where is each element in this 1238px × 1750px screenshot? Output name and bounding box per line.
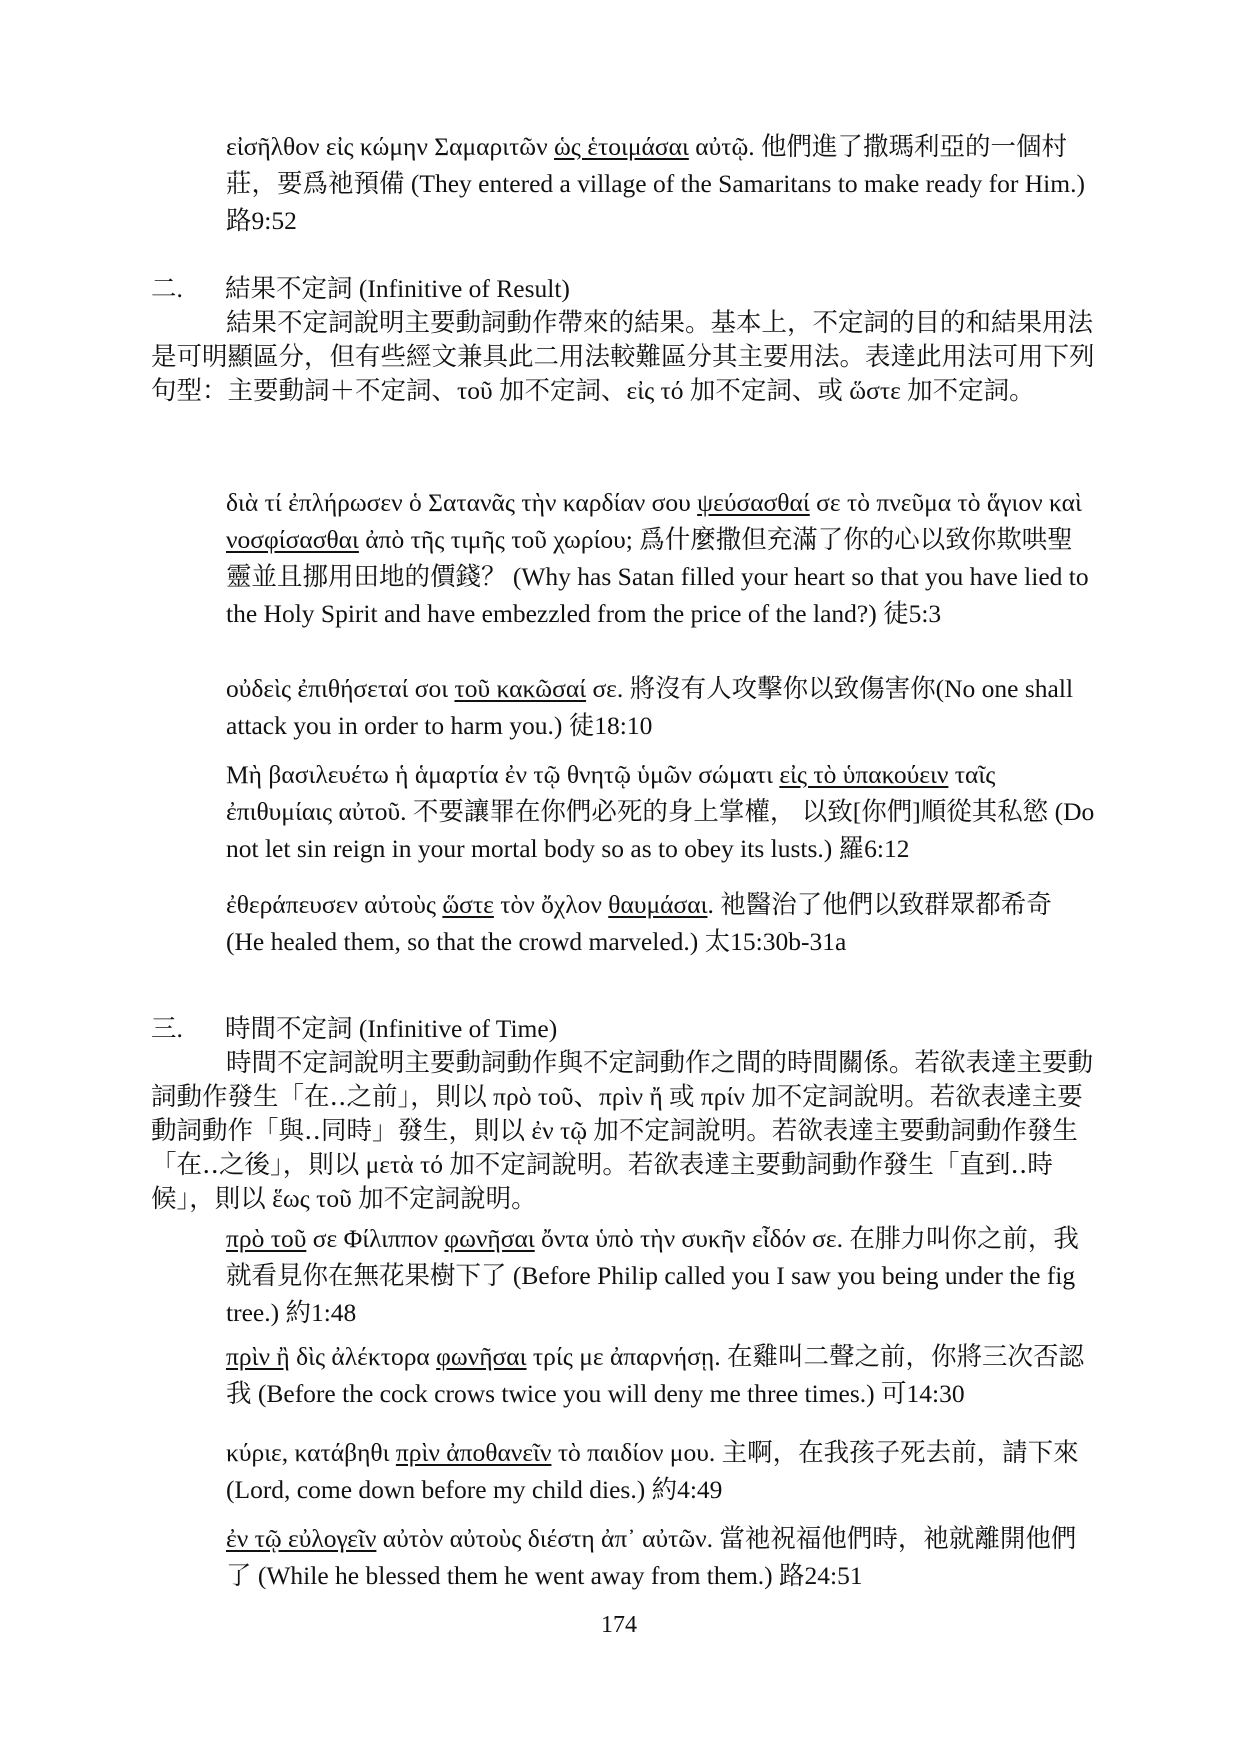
example-text: διὰ τί ἐπλήρωσεν ὁ Σατανᾶς τὴν καρδίαν σου [226,488,698,517]
example-mark-14-30 [226,1338,1096,1412]
example-acts-5-3 [226,484,1096,632]
example-text: ὄντα ὑπὸ τὴν συκῆν εἶδόν σε. 在腓力叫你之前，我就看見你在無花果樹下了 (Before Philip called you I saw you being under the fig tree.) 約1:48 [226,1224,1079,1327]
example-john-1-48 [226,1220,1096,1331]
section-title: 時間不定詞 (Infinitive of Time) [225,1014,558,1043]
underlined-infinitive: φωνῆσαι [444,1224,535,1253]
example-text: δὶς ἀλέκτορα [289,1342,437,1371]
section-heading-result [151,272,570,306]
underlined-infinitive: τοῦ κακῶσαί [454,674,587,703]
example-text: σε Φίλιππον [306,1224,445,1253]
example-text: σε. 將沒有人攻擊你以致傷害你(No one shall attack you in order to harm you.) 徒18:10 [226,674,1074,740]
underlined-infinitive: πρὶν ἀποθανεῖν [395,1438,552,1467]
example-text: ἀπὸ τῆς τιμῆς τοῦ χωρίου; 爲什麼撒但充滿了你的心以致你欺哄聖靈並且挪用田地的價錢？ (Why has Satan filled your heart so that you have lied to the Holy Spirit and have embezzled from the price of the land?) 徒5:3 [226,525,1089,628]
example-john-4-49 [226,1434,1096,1508]
example-text: αὐτῷ. 他們進了撒瑪利亞的一個村莊，要爲祂預備 (They entered a village of the Samaritans to make ready for Him.) 路9:52 [226,132,1085,235]
example-matthew-15-30 [226,886,1096,960]
underlined-infinitive: νοσφίσασθαι [226,525,359,554]
underlined-infinitive: ἐν τῷ εὐλογεῖν [226,1524,377,1553]
example-text: ταῖς ἐπιθυμίαις αὐτοῦ. 不要讓罪在你們必死的身上掌權， 以致[你們]順從其私慾 (Do not let sin reign in your mortal body so as to obey its lusts.) 羅6:12 [226,760,1095,863]
section-paragraph-time: 時間不定詞說明主要動詞動作與不定詞動作之間的時間關係。若欲表達主要動詞動作發生「在‥之前」，則以 πρὸ τοῦ、πρὶν ἤ 或 πρίν 加不定詞說明。若欲表達主要動詞動作「與‥同時」發生，則以 ἐν τῷ 加不定詞說明。若欲表達主要動詞動作發生「在‥之後」，則以 μετὰ τό 加不定詞說明。若欲表達主要動詞動作發生「直到‥時候」，則以 ἕως τοῦ 加不定詞說明。 [151,1048,1094,1213]
underlined-infinitive: ψεύσασθαί [697,488,810,517]
underlined-infinitive: πρὸ τοῦ [226,1224,307,1253]
example-acts-18-10 [226,670,1096,744]
underlined-infinitive: θαυμάσαι [608,890,708,919]
example-text: ἐθεράπευσεν αὐτοὺς [226,890,443,919]
example-text: οὐδεὶς ἐπιθήσεταί σοι [226,674,455,703]
underlined-infinitive: εἰς τὸ ὑπακούειν [779,760,949,789]
underlined-infinitive: ὡς ἑτοιμάσαι [554,132,689,161]
example-text: εἰσῆλθον εἰς κώμην Σαμαριτῶν [226,132,555,161]
section-title: 結果不定詞 (Infinitive of Result) [225,274,570,303]
example-text: τρίς με ἀπαρνήσῃ. 在雞叫二聲之前，你將三次否認我 (Before the cock crows twice you will deny me three times.) 可14:30 [226,1342,1084,1408]
example-text: Μὴ βασιλευέτω ἡ ἁμαρτία ἐν τῷ θνητῷ ὑμῶν σώματι [226,760,780,789]
section-number: 二. [151,274,183,303]
section-heading-time [151,1012,557,1046]
example-luke-9-52 [226,128,1096,239]
page-number: 174 [601,1612,637,1638]
underlined-infinitive: ὥστε [442,890,494,919]
example-text: τὸ παιδίον μου. 主啊，在我孩子死去前，請下來 (Lord, come down before my child dies.) 約4:49 [226,1438,1079,1504]
underlined-infinitive: φωνῆσαι [436,1342,527,1371]
example-text: κύριε, κατάβηθι [226,1438,396,1467]
example-text: σε τὸ πνεῦμα τὸ ἅγιον καὶ [809,488,1082,517]
example-text: τὸν ὄχλον [493,890,609,919]
example-romans-6-12 [226,756,1096,867]
example-text: αὐτὸν αὐτοὺς διέστη ἀπ᾽ αὐτῶν. 當祂祝福他們時，祂就離開他們了 (While he blessed them he went away from them.) 路24:51 [226,1524,1077,1590]
section-paragraph-result: 結果不定詞說明主要動詞動作帶來的結果。基本上，不定詞的目的和結果用法是可明顯區分，但有些經文兼具此二用法較難區分其主要用法。表達此用法可用下列句型：主要動詞＋不定詞、τοῦ 加不定詞、εἰς τό 加不定詞、或 ὥστε 加不定詞。 [151,308,1095,405]
section-number: 三. [151,1014,183,1043]
example-text: . 祂醫治了他們以致群眾都希奇 (He healed them, so that the crowd marveled.) 太15:30b-31a [226,890,1052,956]
underlined-infinitive: πρὶν ἢ [226,1342,290,1371]
example-luke-24-51 [226,1520,1096,1594]
